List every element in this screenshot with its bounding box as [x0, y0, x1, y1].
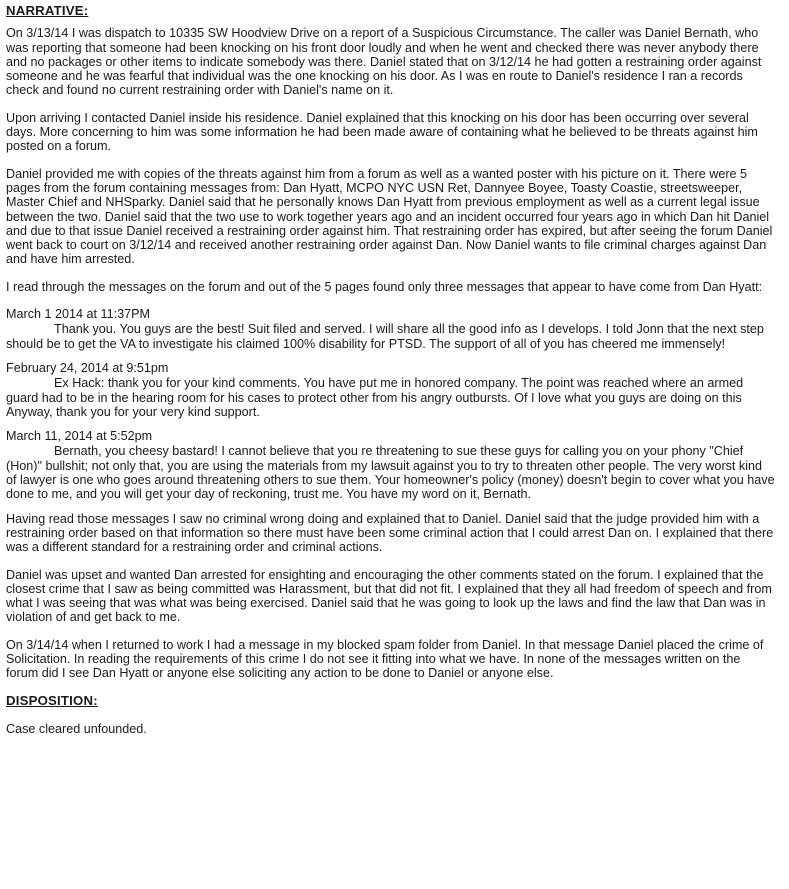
narrative-heading: NARRATIVE: [6, 3, 89, 18]
narrative-paragraph-arrival: Upon arriving I contacted Daniel inside his residence. Daniel explained that this knocking on his door has been occurring over several days. More concerning to him was some information he had been made aware of containing what he believed to be threats against him posted on a forum. [6, 110, 758, 154]
forum-message-date: March 1 2014 at 11:37PM [6, 307, 150, 322]
forum-message [6, 361, 775, 419]
disposition-text: Case cleared unfounded. [6, 721, 147, 736]
narrative-paragraph-solicitation: On 3/14/14 when I returned to work I had a message in my blocked spam folder from Daniel. In that message Daniel placed the crime of Solicitation. In reading the requirements of this crime I do not see it fitting into what we have. In none of the messages written on the forum did I see Dan Hyatt or anyone else soliciting any action to be done to Daniel or anyone else. [6, 637, 764, 681]
narrative-paragraph-threats: Daniel provided me with copies of the threats against him from a forum as well as a wanted poster with his picture on it. There were 5 pages from the forum containing messages from: Dan Hyatt, MCPO NYC USN Ret, Dannyee Boyee, Toasty Coastie, streetsweeper, Master Chief and NHSparky. Daniel said that he personally knows Dan Hyatt from previous employment as well as a current legal issue between the two. Daniel said that the two use to work together years ago and an incident occurred four years ago in which Dan hit Daniel and due to that issue Daniel received a restraining order against him. That restraining order has expired, but after seeing the forum Daniel went back to court on 3/12/14 and received another restraining order against Dan. Now Daniel wants to file criminal charges against Dan and have him arrested. [6, 166, 773, 267]
forum-message-date: March 11, 2014 at 5:52pm [6, 429, 153, 444]
disposition-heading: DISPOSITION: [6, 692, 98, 708]
narrative-paragraph-dispatch: On 3/13/14 I was dispatch to 10335 SW Hoodview Drive on a report of a Suspicious Circumstance. The caller was Daniel Bernath, who was reporting that someone had been knocking on his front door loudly and when he went and checked there was never anybody there and no packages or other items to indicate somebody was there. Daniel stated that on 3/12/14 he had gotten a restraining order against someone and he was fearful that individual was the one knocking on his door. As I was en route to Daniel's residence I ran a records check and found no current restraining order with Daniel's name on it. [6, 26, 762, 98]
forum-message-body: Ex Hack: thank you for your kind comments. You have put me in honored company. The point was reached where an armed guard had to be in the hearing room for his cases to protect other from his angry outbursts. Of I love what you guys are doing on this Anyway, thank you for your very kind support. [6, 376, 744, 419]
narrative-paragraph-assessment: Having read those messages I saw no criminal wrong doing and explained that to Daniel. Daniel said that the judge provided him with a restraining order based on that information so there must have been some criminal action that I could arrest Dan on. I explained that there was a different standard for a restraining order and criminal actions. [6, 511, 774, 555]
forum-message [6, 429, 775, 501]
narrative-section [6, 26, 775, 680]
forum-message-body: Thank you. You guys are the best! Suit filed and served. I will share all the good info as I develops. I told Jonn that the next step should be to get the VA to investigate his claimed 100% disability for PTSD. The support of all of you has cheered me immensely! [6, 322, 764, 351]
forum-message-body: Bernath, you cheesy bastard! I cannot believe that you re threatening to sue these guys for calling you on your phony "Chief (Hon)" bullshit; not only that, you are using the materials from my lawsuit against you to try to threaten other people. The very worst kind of lawyer is one who goes around threatening others to sue them. Your homeowner's policy (money) doesn't begin to cover what you have done to me, and you will get your day of reckoning, trust me. You have my word on it, Bernath. [6, 444, 775, 502]
narrative-paragraph-harassment: Daniel was upset and wanted Dan arrested for ensighting and encouraging the other comments stated on the forum. I explained that the closest crime that I saw as being committed was Harassment, but that did not fit. I explained that they all had freedom of speech and from what I was seeing that was what was being exercised. Daniel said that he was going to look up the laws and find the law that Dan was in violation of and get back to me. [6, 567, 772, 625]
forum-message-date: February 24, 2014 at 9:51pm [6, 360, 169, 375]
disposition-section [6, 694, 775, 737]
forum-message [6, 307, 775, 351]
narrative-paragraph-messages-intro: I read through the messages on the forum and out of the 5 pages found only three messages that appear to have come from Dan Hyatt: [6, 279, 763, 294]
